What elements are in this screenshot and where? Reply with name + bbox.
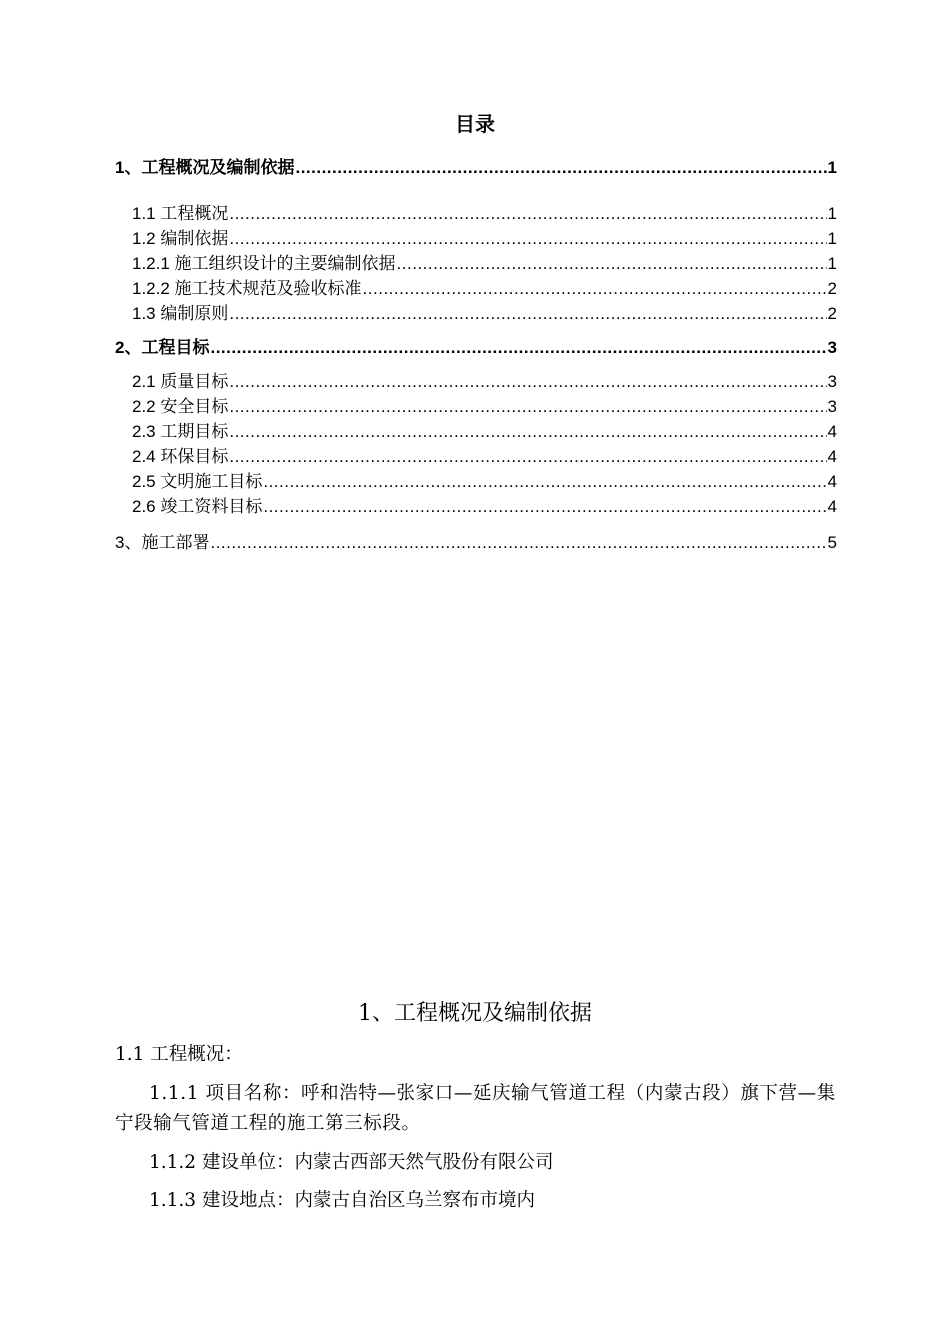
toc-entry-label: 1.2 编制依据 bbox=[132, 229, 229, 248]
toc-entry-label: 3、施工部署 bbox=[115, 533, 210, 552]
toc-entry[interactable] bbox=[115, 157, 837, 179]
toc-leader bbox=[229, 203, 826, 225]
toc-entry[interactable] bbox=[115, 253, 837, 275]
toc-entry-page: 1 bbox=[827, 158, 837, 177]
toc-leader bbox=[210, 337, 826, 359]
toc-entry[interactable] bbox=[115, 278, 837, 300]
toc-entry-page: 3 bbox=[827, 372, 837, 391]
toc-entry-label: 1.1 工程概况 bbox=[132, 204, 229, 223]
subsection-heading: 1.1 工程概况： bbox=[115, 1044, 243, 1065]
toc-entry[interactable] bbox=[115, 471, 837, 493]
toc-entry[interactable] bbox=[115, 228, 837, 250]
toc-entry-label: 2.6 竣工资料目标 bbox=[132, 497, 263, 516]
toc-leader bbox=[229, 421, 826, 443]
toc-leader bbox=[263, 496, 826, 518]
toc-leader bbox=[229, 371, 826, 393]
toc-entry[interactable] bbox=[115, 421, 837, 443]
toc-leader bbox=[229, 396, 826, 418]
toc-entry-label: 1、工程概况及编制依据 bbox=[115, 158, 295, 177]
toc-leader bbox=[210, 532, 826, 554]
toc-entry-label: 2、工程目标 bbox=[115, 338, 210, 357]
toc-entry[interactable] bbox=[115, 337, 837, 359]
toc-entry-page: 3 bbox=[827, 397, 837, 416]
toc-entry-label: 2.4 环保目标 bbox=[132, 447, 229, 466]
toc-entry-page: 3 bbox=[827, 338, 837, 357]
toc-entry-page: 2 bbox=[827, 279, 837, 298]
toc-entry[interactable] bbox=[115, 532, 837, 554]
toc-entry-page: 4 bbox=[827, 447, 837, 466]
body-paragraph: 1.1.2 建设单位：内蒙古西部天然气股份有限公司 bbox=[149, 1152, 554, 1173]
toc-entry-label: 2.1 质量目标 bbox=[132, 372, 229, 391]
toc-entry-label: 1.3 编制原则 bbox=[132, 304, 229, 323]
toc-entry[interactable] bbox=[115, 446, 837, 468]
toc-leader bbox=[397, 253, 827, 275]
toc-leader bbox=[229, 446, 826, 468]
toc-leader bbox=[263, 471, 826, 493]
toc-entry-page: 1 bbox=[827, 229, 837, 248]
toc-entry-page: 4 bbox=[827, 422, 837, 441]
toc-entry-page: 1 bbox=[827, 204, 837, 223]
section-heading: 1、工程概况及编制依据 bbox=[358, 1001, 592, 1026]
toc-entry-label: 1.2.1 施工组织设计的主要编制依据 bbox=[132, 254, 396, 273]
toc-entry-label: 2.3 工期目标 bbox=[132, 422, 229, 441]
toc-entry-label: 1.2.2 施工技术规范及验收标准 bbox=[132, 279, 362, 298]
toc-entry-page: 5 bbox=[827, 533, 837, 552]
toc-title: 目录 bbox=[455, 114, 495, 136]
toc-entry-label: 2.5 文明施工目标 bbox=[132, 472, 263, 491]
toc-entry-label: 2.2 安全目标 bbox=[132, 397, 229, 416]
toc-entry[interactable] bbox=[115, 371, 837, 393]
toc-entry[interactable] bbox=[115, 496, 837, 518]
toc-leader bbox=[229, 303, 826, 325]
body-paragraph: 1.1.1 项目名称：呼和浩特—张家口—延庆输气管道工程（内蒙古段）旗下营—集宁段输气管道工程的施工第三标段。 bbox=[115, 1083, 836, 1134]
toc-entry[interactable] bbox=[115, 303, 837, 325]
body-paragraph: 1.1.3 建设地点：内蒙古自治区乌兰察布市境内 bbox=[149, 1190, 535, 1211]
toc-leader bbox=[295, 157, 826, 179]
toc-entry[interactable] bbox=[115, 203, 837, 225]
toc-entry[interactable] bbox=[115, 396, 837, 418]
toc-leader bbox=[229, 228, 826, 250]
toc-entry-page: 4 bbox=[827, 472, 837, 491]
toc-leader bbox=[363, 278, 827, 300]
toc-entry-page: 4 bbox=[827, 497, 837, 516]
toc-entry-page: 1 bbox=[827, 254, 837, 273]
toc-entry-page: 2 bbox=[827, 304, 837, 323]
